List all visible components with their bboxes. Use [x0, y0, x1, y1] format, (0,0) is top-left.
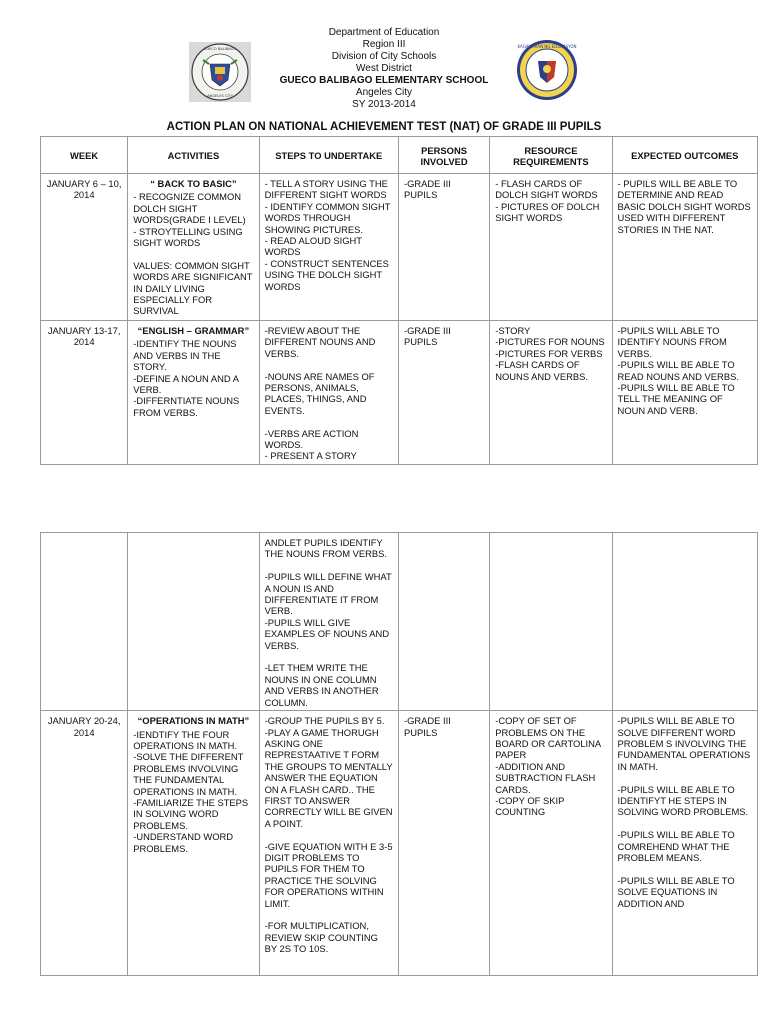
document-title: ACTION PLAN ON NATIONAL ACHIEVEMENT TEST (NAT) OF GRADE III PUPILS [166, 121, 602, 133]
table-row [41, 533, 758, 711]
steps-cell: ANDLET PUPILS IDENTIFY THE NOUNS FROM VERBS. -PUPILS WILL DEFINE WHAT A NOUN IS AND DIFFERENTIATE IT FROM VERB. -PUPILS WILL GIVE EXAMPLES OF NOUNS AND VERBS. -LET THEM WRITE THE NOUNS IN ONE COLUMN AND VERBS IN ANOTHER COLUMN. [259, 533, 398, 711]
table-row [41, 174, 758, 321]
activity-title: “ BACK TO BASIC” [150, 178, 237, 189]
persons-cell: -GRADE III PUPILS [398, 321, 489, 465]
resources-cell [490, 533, 612, 711]
header-outcomes: EXPECTED OUTCOMES [612, 137, 757, 174]
persons-cell [398, 533, 489, 711]
activity-title: “OPERATIONS IN MATH” [137, 715, 250, 727]
school-seal-logo [189, 42, 251, 102]
document-header [0, 27, 768, 111]
persons-cell: -GRADE III PUPILS [398, 711, 489, 976]
school-year: SY 2013-2014 [352, 99, 416, 110]
school-name: GUECO BALIBAGO ELEMENTARY SCHOOL [279, 75, 489, 86]
header-steps: STEPS TO UNDERTAKE [259, 137, 398, 174]
persons-cell: -GRADE III PUPILS [398, 174, 489, 321]
outcomes-cell: -PUPILS WILL ABLE TO IDENTIFY NOUNS FROM VERBS. -PUPILS WILL BE ABLE TO READ NOUNS AND VERBS. -PUPILS WILL BE ABLE TO TELL THE MEANING OF NOUN AND VERB. [612, 321, 757, 465]
header-line-department: Department of Education [328, 27, 440, 38]
week-cell [41, 533, 128, 711]
svg-text:ANGELES CITY: ANGELES CITY [207, 94, 233, 98]
steps-cell: - TELL A STORY USING THE DIFFERENT SIGHT WORDS - IDENTIFY COMMON SIGHT WORDS THROUGH SHOWING PICTURES. - READ ALOUD SIGHT WORDS - CONSTRUCT SENTENCES USING THE DOLCH SIGHT WORDS [259, 174, 398, 321]
outcomes-cell: -PUPILS WILL BE ABLE TO SOLVE DIFFERENT WORD PROBLEM S INVOLVING THE FUNDAMENTAL OPERATIONS IN MATH. -PUPILS WILL BE ABLE TO IDENTIFYT HE STEPS IN SOLVING WORD PROBLEMS. -PUPILS WILL BE ABLE TO COMREHEND WHAT THE PROBLEM MEANS. -PUPILS WILL BE ABLE TO SOLVE EQUATIONS IN ADDITION AND [612, 711, 757, 976]
table-header-row [41, 137, 758, 174]
activity-body: -IDENTIFY THE NOUNS AND VERBS IN THE STORY. -DEFINE A NOUN AND A VERB. -DIFFERNTIATE NOUNS FROM VERBS. [133, 338, 240, 418]
activities-cell [128, 174, 259, 321]
deped-seal-logo [516, 39, 578, 101]
header-line-district: West District [356, 63, 412, 74]
outcomes-cell: - PUPILS WILL BE ABLE TO DETERMINE AND READ BASIC DOLCH SIGHT WORDS USED WITH DIFFERENT STORIES IN THE NAT. [612, 174, 757, 321]
header-week: WEEK [41, 137, 128, 174]
week-cell: JANUARY 6 – 10, 2014 [41, 174, 128, 321]
steps-cell: -GROUP THE PUPILS BY 5. -PLAY A GAME THORUGH ASKING ONE REPRESTAATIVE T FORM THE GROUPS TO MENTALLY ANSWER THE EQUATION ON A FLASH CARD.. THE FIRST TO ANSWER CORRECTLY WILL BE GIVEN A POINT. -GIVE EQUATION WITH E 3-5 DIGIT PROBLEMS TO PUPILS FOR THEM TO PRACTICE THE SOLVING FOR OPERATIONS WITHIN LIMIT. -FOR MULTIPLICATION, REVIEW SKIP COUNTING BY 2S TO 10S. [259, 711, 398, 976]
week-cell: JANUARY 20-24, 2014 [41, 711, 128, 976]
action-plan-table-part2 [40, 532, 758, 976]
header-city: Angeles City [355, 87, 413, 98]
activity-title: “ENGLISH – GRAMMAR” [137, 325, 250, 336]
svg-text:GUECO BALIBAGO: GUECO BALIBAGO [203, 47, 237, 51]
activities-cell [128, 533, 259, 711]
resources-cell: - FLASH CARDS OF DOLCH SIGHT WORDS - PICTURES OF DOLCH SIGHT WORDS [490, 174, 612, 321]
header-activities: ACTIVITIES [128, 137, 259, 174]
steps-cell: -REVIEW ABOUT THE DIFFERENT NOUNS AND VERBS. -NOUNS ARE NAMES OF PERSONS, ANIMALS, PLACES, THINGS, AND EVENTS. -VERBS ARE ACTION WORDS. - PRESENT A STORY [259, 321, 398, 465]
action-plan-table-part1 [40, 136, 758, 465]
header-persons: PERSONS INVOLVED [398, 137, 489, 174]
activity-body: -IENDTIFY THE FOUR OPERATIONS IN MATH. -SOLVE THE DIFFERENT PROBLEMS INVOLVING THE FUNDAMENTAL OPERATIONS IN MATH. -FAMILIARIZE THE STEPS IN SOLVING WORD PROBLEMS. -UNDERSTAND WORD PROBLEMS. [133, 728, 249, 854]
week-cell: JANUARY 13-17, 2014 [41, 321, 128, 465]
header-line-division: Division of City Schools [331, 51, 437, 62]
svg-text:KAGAWARAN NG EDUKASYON: KAGAWARAN NG EDUKASYON [517, 44, 577, 49]
header-line-region: Region III [362, 39, 406, 50]
header-resources: RESOURCE REQUIREMENTS [490, 137, 612, 174]
table-row [41, 711, 758, 976]
activities-cell [128, 321, 259, 465]
activity-body: - RECOGNIZE COMMON DOLCH SIGHT WORDS(GRADE I LEVEL) - STROYTELLING USING SIGHT WORDS VALUES: COMMON SIGHT WORDS ARE SIGNIFICANT IN DAILY LIVING ESPECIALLY FOR SURVIVAL [133, 191, 253, 317]
resources-cell: -STORY -PICTURES FOR NOUNS -PICTURES FOR VERBS -FLASH CARDS OF NOUNS AND VERBS. [490, 321, 612, 465]
outcomes-cell [612, 533, 757, 711]
resources-cell: -COPY OF SET OF PROBLEMS ON THE BOARD OR CARTOLINA PAPER -ADDITION AND SUBTRACTION FLASH CARDS. -COPY OF SKIP COUNTING [490, 711, 612, 976]
activities-cell [128, 711, 259, 976]
table-row [41, 321, 758, 465]
